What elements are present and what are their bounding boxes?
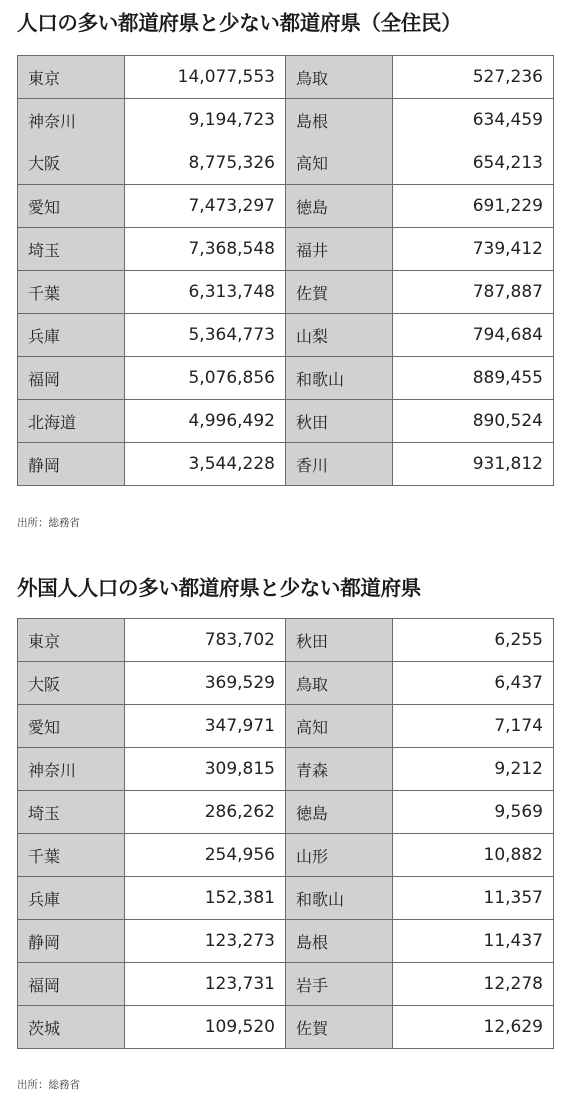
table-row — [18, 877, 554, 920]
table-row — [18, 963, 554, 1006]
most-prefecture-cell: 愛知 — [18, 705, 125, 748]
most-prefecture-cell: 静岡 — [18, 920, 125, 963]
table-row — [18, 400, 554, 443]
table-row — [18, 619, 554, 662]
table-row — [18, 142, 554, 185]
table-row — [18, 271, 554, 314]
least-prefecture-cell: 山梨 — [286, 314, 393, 357]
least-population-cell: 527,236 — [393, 56, 554, 99]
least-population-cell: 9,569 — [393, 791, 554, 834]
table-row — [18, 791, 554, 834]
least-prefecture-cell: 高知 — [286, 142, 393, 185]
least-population-cell: 931,812 — [393, 443, 554, 486]
least-prefecture-cell: 秋田 — [286, 619, 393, 662]
least-prefecture-cell: 山形 — [286, 834, 393, 877]
table-row — [18, 662, 554, 705]
least-prefecture-cell: 島根 — [286, 99, 393, 142]
least-prefecture-cell: 鳥取 — [286, 56, 393, 99]
section1-source: 出所：総務省 — [17, 517, 80, 529]
least-prefecture-cell: 鳥取 — [286, 662, 393, 705]
most-population-cell: 4,996,492 — [125, 400, 286, 443]
least-prefecture-cell: 徳島 — [286, 791, 393, 834]
most-population-cell: 6,313,748 — [125, 271, 286, 314]
most-population-cell: 5,364,773 — [125, 314, 286, 357]
total-population-table — [17, 55, 554, 486]
least-population-cell: 9,212 — [393, 748, 554, 791]
most-population-cell: 5,076,856 — [125, 357, 286, 400]
most-prefecture-cell: 埼玉 — [18, 228, 125, 271]
least-population-cell: 787,887 — [393, 271, 554, 314]
table-row — [18, 705, 554, 748]
least-population-cell: 890,524 — [393, 400, 554, 443]
most-prefecture-cell: 大阪 — [18, 142, 125, 185]
most-prefecture-cell: 福岡 — [18, 357, 125, 400]
section2-source: 出所：総務省 — [17, 1079, 80, 1091]
least-population-cell: 6,255 — [393, 619, 554, 662]
least-prefecture-cell: 和歌山 — [286, 877, 393, 920]
most-population-cell: 369,529 — [125, 662, 286, 705]
table-row — [18, 185, 554, 228]
most-prefecture-cell: 千葉 — [18, 834, 125, 877]
most-population-cell: 14,077,553 — [125, 56, 286, 99]
least-prefecture-cell: 青森 — [286, 748, 393, 791]
least-population-cell: 10,882 — [393, 834, 554, 877]
most-prefecture-cell: 神奈川 — [18, 99, 125, 142]
least-prefecture-cell: 佐賀 — [286, 1006, 393, 1049]
least-population-cell: 6,437 — [393, 662, 554, 705]
most-prefecture-cell: 神奈川 — [18, 748, 125, 791]
most-prefecture-cell: 埼玉 — [18, 791, 125, 834]
section1-title: 人口の多い都道府県と少ない都道府県（全住民） — [17, 11, 462, 35]
most-population-cell: 123,273 — [125, 920, 286, 963]
table-row — [18, 748, 554, 791]
most-prefecture-cell: 東京 — [18, 56, 125, 99]
least-population-cell: 739,412 — [393, 228, 554, 271]
most-prefecture-cell: 兵庫 — [18, 314, 125, 357]
least-prefecture-cell: 和歌山 — [286, 357, 393, 400]
most-population-cell: 109,520 — [125, 1006, 286, 1049]
most-population-cell: 3,544,228 — [125, 443, 286, 486]
least-population-cell: 889,455 — [393, 357, 554, 400]
table-row — [18, 56, 554, 99]
most-population-cell: 347,971 — [125, 705, 286, 748]
most-population-cell: 309,815 — [125, 748, 286, 791]
least-population-cell: 7,174 — [393, 705, 554, 748]
table-row — [18, 99, 554, 142]
table-row — [18, 920, 554, 963]
least-prefecture-cell: 岩手 — [286, 963, 393, 1006]
least-prefecture-cell: 福井 — [286, 228, 393, 271]
most-prefecture-cell: 静岡 — [18, 443, 125, 486]
least-population-cell: 12,629 — [393, 1006, 554, 1049]
most-prefecture-cell: 兵庫 — [18, 877, 125, 920]
most-population-cell: 152,381 — [125, 877, 286, 920]
least-prefecture-cell: 香川 — [286, 443, 393, 486]
total-population-table-body — [18, 56, 554, 486]
most-prefecture-cell: 東京 — [18, 619, 125, 662]
least-population-cell: 12,278 — [393, 963, 554, 1006]
most-population-cell: 7,473,297 — [125, 185, 286, 228]
most-population-cell: 254,956 — [125, 834, 286, 877]
least-population-cell: 11,437 — [393, 920, 554, 963]
foreign-population-table — [17, 618, 554, 1049]
section2-title: 外国人人口の多い都道府県と少ない都道府県 — [17, 576, 421, 600]
table-row — [18, 443, 554, 486]
most-population-cell: 8,775,326 — [125, 142, 286, 185]
most-population-cell: 9,194,723 — [125, 99, 286, 142]
most-prefecture-cell: 北海道 — [18, 400, 125, 443]
least-prefecture-cell: 島根 — [286, 920, 393, 963]
least-prefecture-cell: 佐賀 — [286, 271, 393, 314]
most-prefecture-cell: 福岡 — [18, 963, 125, 1006]
most-prefecture-cell: 茨城 — [18, 1006, 125, 1049]
most-population-cell: 7,368,548 — [125, 228, 286, 271]
most-population-cell: 286,262 — [125, 791, 286, 834]
table-row — [18, 1006, 554, 1049]
table-row — [18, 357, 554, 400]
most-prefecture-cell: 愛知 — [18, 185, 125, 228]
foreign-population-table-body — [18, 619, 554, 1049]
least-population-cell: 634,459 — [393, 99, 554, 142]
least-prefecture-cell: 徳島 — [286, 185, 393, 228]
table-row — [18, 228, 554, 271]
table-row — [18, 834, 554, 877]
most-prefecture-cell: 大阪 — [18, 662, 125, 705]
most-population-cell: 123,731 — [125, 963, 286, 1006]
least-prefecture-cell: 秋田 — [286, 400, 393, 443]
most-prefecture-cell: 千葉 — [18, 271, 125, 314]
least-population-cell: 11,357 — [393, 877, 554, 920]
least-population-cell: 654,213 — [393, 142, 554, 185]
least-population-cell: 794,684 — [393, 314, 554, 357]
least-population-cell: 691,229 — [393, 185, 554, 228]
table-row — [18, 314, 554, 357]
least-prefecture-cell: 高知 — [286, 705, 393, 748]
most-population-cell: 783,702 — [125, 619, 286, 662]
